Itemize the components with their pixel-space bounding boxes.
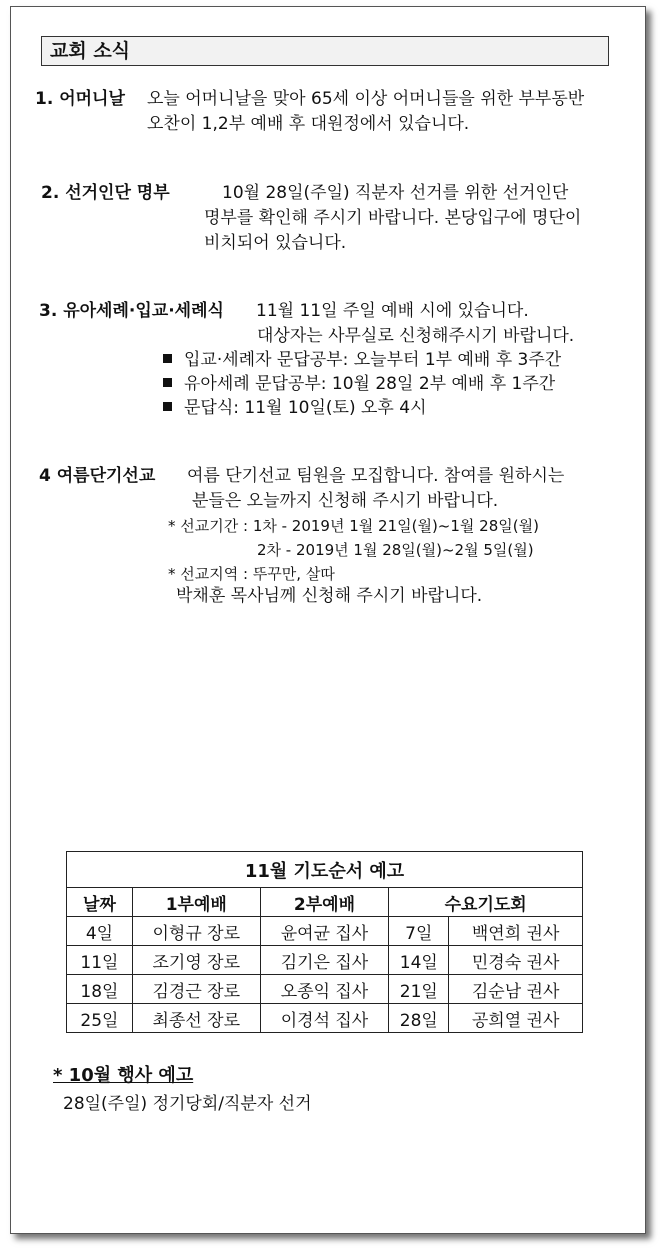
bulletin-page	[10, 6, 646, 1234]
section-title-bar	[41, 36, 609, 66]
item3-bullet-1: 입교·세례자 문답공부: 오늘부터 1부 예배 후 3주간	[163, 347, 561, 373]
table-cell: 윤여균 집사	[260, 917, 389, 946]
item4-region: * 선교지역 : 뚜꾸만, 살따	[168, 565, 335, 583]
item3-line-2: 대상자는 사무실로 신청해주시기 바랍니다.	[257, 326, 575, 346]
table-cell: 28일	[389, 1004, 449, 1033]
item3-bullet-2: 유아세례 문답공부: 10월 28일 2부 예배 후 1주간	[163, 371, 555, 397]
item1-line-1: 오늘 어머니날을 맞아 65세 이상 어머니들을 위한 부부동반	[147, 89, 585, 109]
header-service-1: 1부예배	[132, 888, 260, 917]
table-cell: 이형규 장로	[132, 917, 260, 946]
table-cell: 오종익 집사	[260, 975, 389, 1004]
table-cell: 11일	[67, 946, 133, 975]
item2-line-3: 비치되어 있습니다.	[204, 233, 347, 253]
header-wednesday-prayer: 수요기도회	[389, 888, 583, 917]
item4-heading: 4 여름단기선교	[39, 466, 156, 486]
table-cell: 백연희 권사	[449, 917, 583, 946]
item2-line-2: 명부를 확인해 주시기 바랍니다. 본당입구에 명단이	[204, 208, 582, 228]
bullet-icon	[163, 354, 172, 363]
table-cell: 14일	[389, 946, 449, 975]
table-row	[67, 1004, 583, 1033]
item1-heading: 1. 어머니날	[35, 89, 125, 109]
item4-contact: 박채훈 목사님께 신청해 주시기 바랍니다.	[176, 586, 483, 606]
table-row	[67, 975, 583, 1004]
events-title: * 10월 행사 예고	[53, 1065, 194, 1086]
item3-bullet-3: 문답식: 11월 10일(토) 오후 4시	[163, 395, 427, 421]
table-cell: 이경석 집사	[260, 1004, 389, 1033]
item2-line-1: 10월 28일(주일) 직분자 선거를 위한 선거인단	[222, 183, 569, 203]
item3-heading: 3. 유아세례·입교·세례식	[39, 301, 224, 321]
item4-line-2: 분들은 오늘까지 신청해 주시기 바랍니다.	[192, 491, 499, 511]
header-date: 날짜	[67, 888, 133, 917]
table-cell: 18일	[67, 975, 133, 1004]
bullet-icon	[163, 402, 172, 411]
item4-period-1: * 선교기간 : 1차 - 2019년 1월 21일(월)~1월 28일(월)	[168, 517, 539, 535]
table-cell: 민경숙 권사	[449, 946, 583, 975]
item1-line-2: 오찬이 1,2부 예배 후 대원정에서 있습니다.	[147, 114, 470, 134]
table-row	[67, 917, 583, 946]
item3-line-1: 11월 11일 주일 예배 시에 있습니다.	[256, 301, 529, 321]
item4-period-2: 2차 - 2019년 1월 28일(월)~2월 5일(월)	[257, 541, 534, 559]
table-caption: 11월 기도순서 예고	[67, 852, 583, 888]
page-title: 교회 소식	[50, 40, 131, 62]
events-line: 28일(주일) 정기당회/직분자 선거	[63, 1094, 312, 1114]
item4-line-1: 여름 단기선교 팀원을 모집합니다. 참여를 원하시는	[187, 466, 565, 486]
table-cell: 21일	[389, 975, 449, 1004]
bullet-icon	[163, 378, 172, 387]
prayer-schedule-table	[66, 851, 583, 1033]
table-row	[67, 946, 583, 975]
table-cell: 김순남 권사	[449, 975, 583, 1004]
table-cell: 7일	[389, 917, 449, 946]
table-cell: 김기은 집사	[260, 946, 389, 975]
header-service-2: 2부예배	[260, 888, 389, 917]
item2-heading: 2. 선거인단 명부	[41, 183, 170, 203]
table-cell: 공희열 권사	[449, 1004, 583, 1033]
table-cell: 조기영 장로	[132, 946, 260, 975]
table-cell: 4일	[67, 917, 133, 946]
table-cell: 최종선 장로	[132, 1004, 260, 1033]
table-cell: 25일	[67, 1004, 133, 1033]
table-cell: 김경근 장로	[132, 975, 260, 1004]
